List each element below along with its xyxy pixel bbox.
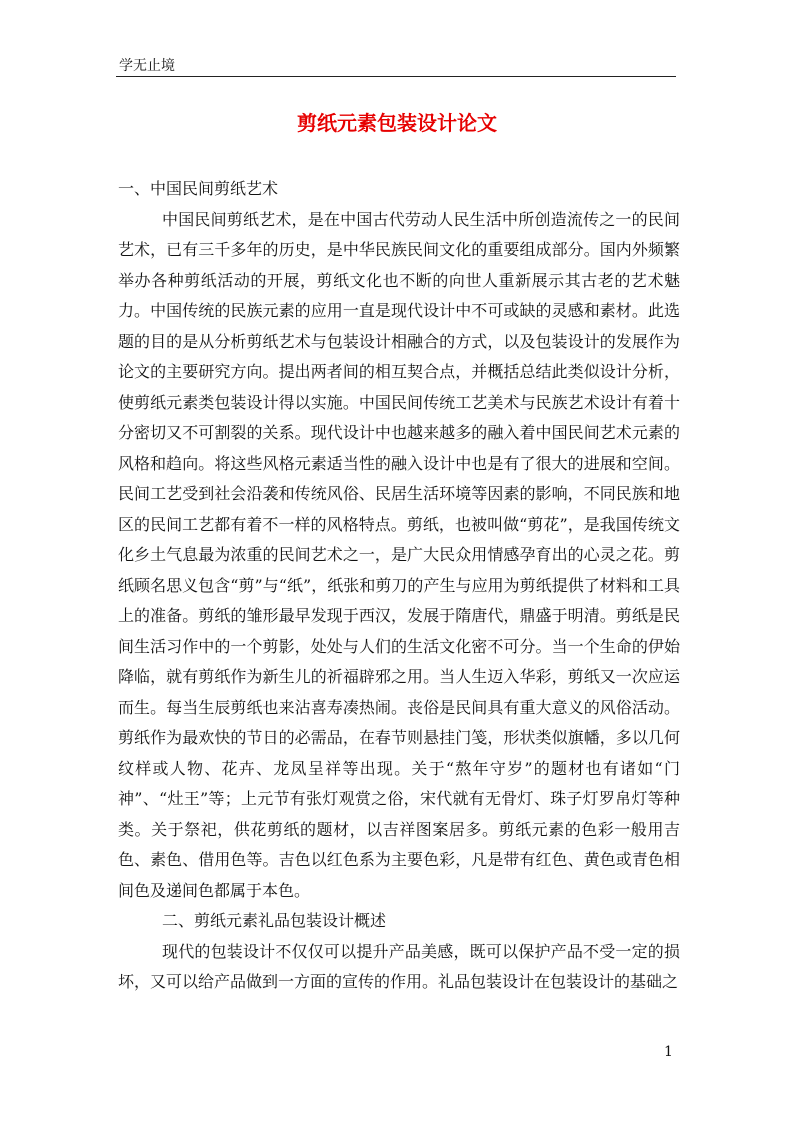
paragraph-1: 中国民间剪纸艺术，是在中国古代劳动人民生活中所创造流传之一的民间艺术，已有三千多年的历史，是中华民族民间文化的重要组成部分。国内外频繁举办各种剪纸活动的开展，剪纸文化也不断的向世人重新展示其古老的艺术魅力。中国传统的民族元素的应用一直是现代设计中不可或缺的灵感和素材。此选题的目的是从分析剪纸艺术与包装设计相融合的方式，以及包装设计的发展作为论文的主要研究方向。提出两者间的相互契合点，并概括总结此类似设计分析，使剪纸元素类包装设计得以实施。中国民间传统工艺美术与民族艺术设计有着十分密切又不可割裂的关系。现代设计中也越来越多的融入着中国民间艺术元素的风格和趋向。将这些风格元素适当性的融入设计中也是有了很大的进展和空间。民间工艺受到社会沿袭和传统风俗、民居生活环境等因素的影响，不同民族和地区的民间工艺都有着不一样的风格特点。剪纸，也被叫做“剪花”，是我国传统文化乡土气息最为浓重的民间艺术之一，是广大民众用情感孕育出的心灵之花。剪纸顾名思义包含“剪”与“纸”，纸张和剪刀的产生与应用为剪纸提供了材料和工具上的准备。剪纸的雏形最早发现于西汉，发展于隋唐代，鼎盛于明清。剪纸是民间生活习作中的一个剪影，处处与人们的生活文化密不可分。当一个生命的伊始降临，就有剪纸作为新生儿的祈福辟邪之用。当人生迈入华彩，剪纸又一次应运而生。每当生辰剪纸也来沾喜寿凑热闹。丧俗是民间具有重大意义的风俗活动。剪纸作为最欢快的节日的必需品，在春节则悬挂门笺，形状类似旗幡，多以几何纹样或人物、花卉、龙凤呈祥等出现。关于“熬年守岁”的题材也有诸如“门神”、“灶王”等；上元节有张灯观赏之俗，宋代就有无骨灯、珠子灯罗帛灯等种类。关于祭祀，供花剪纸的题材，以吉祥图案居多。剪纸元素的色彩一般用吉色、素色、借用色等。吉色以红色系为主要色彩，凡是带有红色、黄色或青色相间色及递间色都属于本色。 [118,209,680,900]
document-body [118,174,680,998]
header-text: 学无止境 [119,58,175,74]
page-number: 1 [664,1044,673,1060]
section-heading-1: 一、中国民间剪纸艺术 [118,179,279,198]
document-title: 剪纸元素包装设计论文 [297,111,497,135]
section-heading-2: 二、剪纸元素礼品包装设计概述 [162,911,387,930]
header-divider [116,76,676,77]
paragraph-2: 现代的包装设计不仅仅可以提升产品美感，既可以保护产品不受一定的损坏，又可以给产品做到一方面的宣传的作用。礼品包装设计在包装设计的基础之 [118,941,680,991]
